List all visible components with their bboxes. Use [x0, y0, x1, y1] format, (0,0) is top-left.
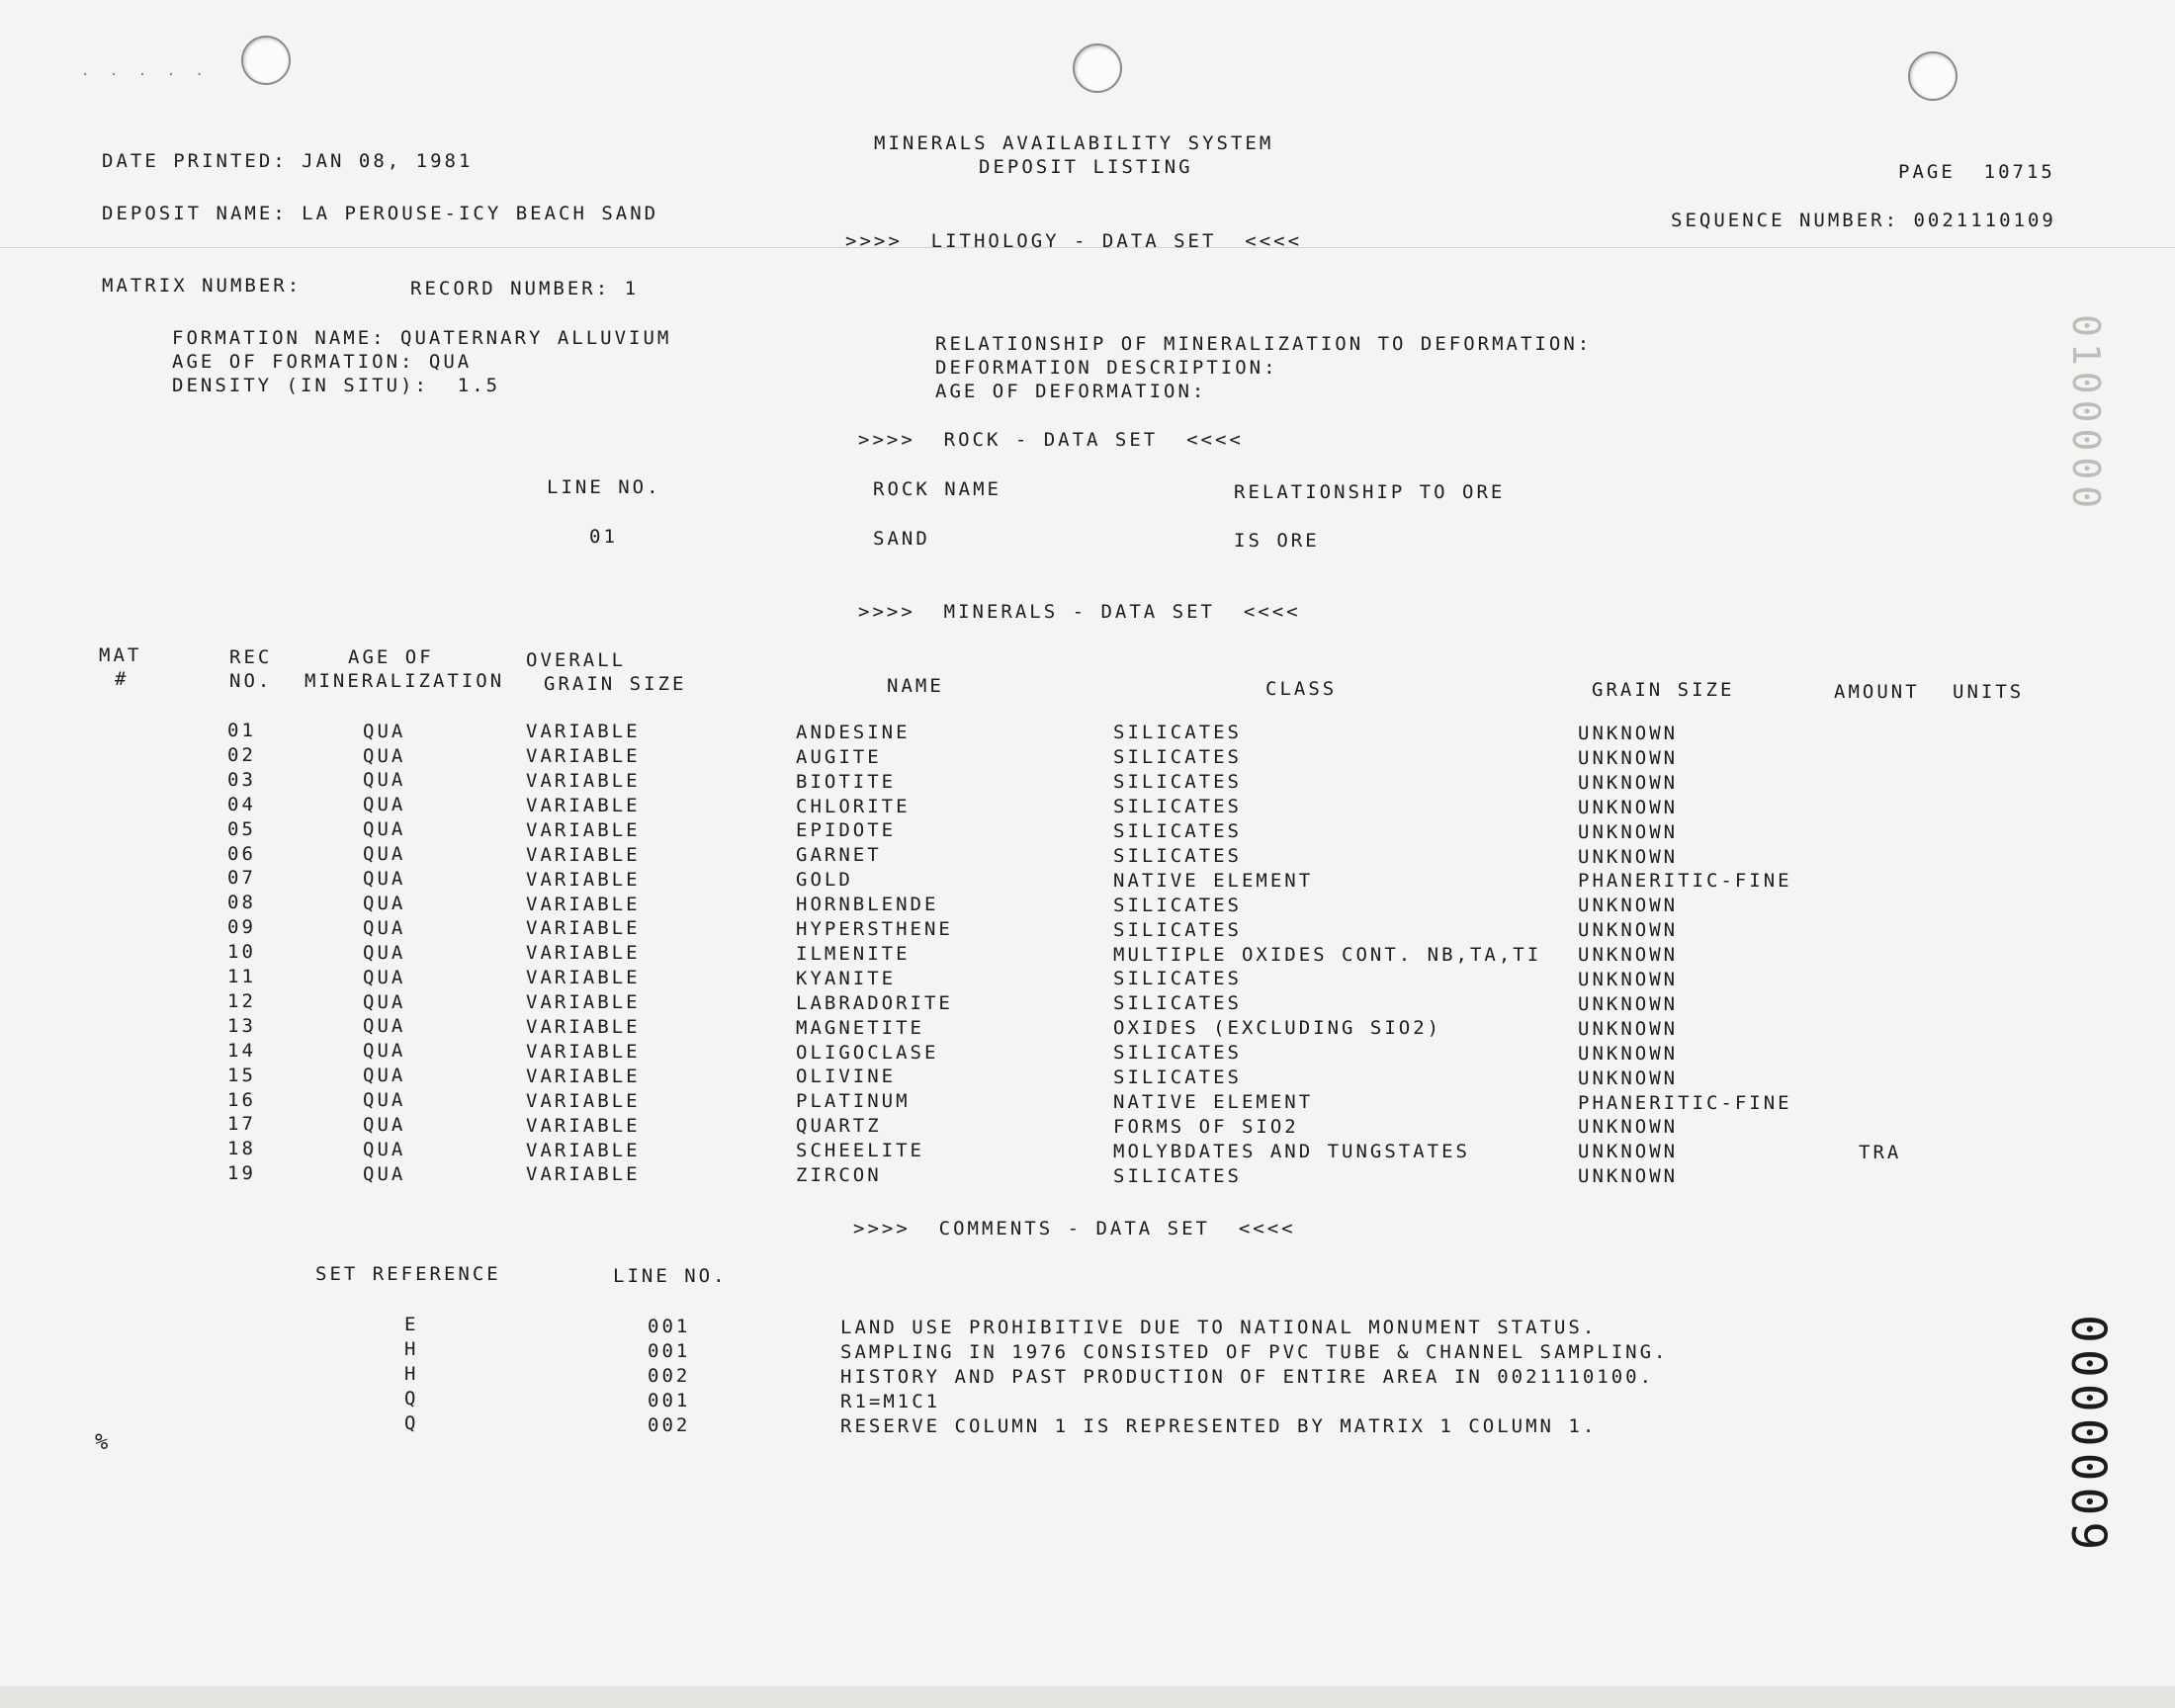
rec-no: 19: [227, 1162, 256, 1185]
grain-size: UNKNOWN: [1578, 1017, 1679, 1040]
grain-size: UNKNOWN: [1578, 1165, 1679, 1188]
grain-size: UNKNOWN: [1578, 969, 1679, 990]
overall-grain-size: VARIABLE: [526, 991, 641, 1014]
mineral-name: OLIVINE: [796, 1066, 897, 1088]
mineral-class: NATIVE ELEMENT: [1113, 1090, 1314, 1113]
amount: TRA: [1859, 1141, 1902, 1163]
mineral-class: SILICATES: [1113, 746, 1242, 769]
page-bottom-edge: [0, 1686, 2175, 1708]
mineral-class: SILICATES: [1113, 820, 1242, 842]
age-of-deformation: AGE OF DEFORMATION:: [935, 381, 1207, 402]
rec-no: 04: [227, 793, 256, 815]
col-grain-size: GRAIN SIZE: [1592, 679, 1735, 701]
matrix-number: MATRIX NUMBER:: [102, 275, 303, 297]
age-of-mineralization: QUA: [363, 818, 406, 841]
set-reference: H: [404, 1338, 419, 1360]
overall-grain-size: VARIABLE: [526, 1139, 641, 1161]
age-of-mineralization: QUA: [363, 1162, 406, 1185]
rec-no: 15: [227, 1064, 256, 1086]
rock-title: >>>> ROCK - DATA SET <<<<: [858, 429, 1244, 451]
rec-no: 12: [227, 989, 256, 1012]
age-of-mineralization: QUA: [363, 769, 406, 792]
comment-text: LAND USE PROHIBITIVE DUE TO NATIONAL MONUMENT STATUS.: [840, 1317, 1598, 1338]
rec-no: 01: [227, 720, 256, 741]
listing-title: DEPOSIT LISTING: [979, 156, 1193, 178]
grain-size: PHANERITIC-FINE: [1578, 870, 1792, 893]
rock-col-relationship: RELATIONSHIP TO ORE: [1234, 481, 1506, 503]
formation-name: FORMATION NAME: QUATERNARY ALLUVIUM: [172, 327, 672, 349]
page-number: PAGE 10715: [1898, 161, 2055, 183]
rec-no: 08: [227, 892, 256, 914]
mineral-name: ZIRCON: [796, 1164, 882, 1186]
overall-grain-size: VARIABLE: [526, 868, 641, 891]
comment-line-no: 001: [648, 1339, 691, 1362]
mineral-class: FORMS OF SIO2: [1113, 1115, 1299, 1138]
paper-specks: . . . . .: [81, 63, 210, 79]
mineral-name: BIOTITE: [796, 770, 897, 793]
comment-line-no: 002: [648, 1413, 691, 1436]
col-age-of: AGE OF: [348, 646, 434, 668]
mineral-class: SILICATES: [1113, 894, 1242, 916]
mineral-name: ANDESINE: [796, 721, 911, 743]
mineral-class: SILICATES: [1113, 796, 1242, 818]
mineral-class: SILICATES: [1113, 1067, 1242, 1088]
rec-no: 05: [227, 817, 256, 840]
mineral-name: SCHEELITE: [796, 1140, 924, 1162]
rec-no: 17: [227, 1113, 256, 1136]
overall-grain-size: VARIABLE: [526, 1163, 641, 1186]
grain-size: UNKNOWN: [1578, 895, 1679, 917]
comments-col-line-no: LINE NO.: [613, 1265, 728, 1287]
mineral-name: GARNET: [796, 844, 882, 867]
rock-col-line-no: LINE NO.: [547, 476, 661, 498]
overall-grain-size: VARIABLE: [526, 843, 641, 866]
rec-no: 11: [227, 966, 256, 987]
col-name: NAME: [887, 675, 944, 697]
record-number: RECORD NUMBER: 1: [410, 278, 640, 299]
age-of-mineralization: QUA: [363, 720, 406, 742]
overall-grain-size: VARIABLE: [526, 917, 641, 940]
overall-grain-size: VARIABLE: [526, 745, 641, 768]
col-amount: AMOUNT: [1834, 681, 1920, 703]
mineral-name: MAGNETITE: [796, 1016, 924, 1039]
mineral-name: GOLD: [796, 869, 853, 892]
percent-mark: %: [95, 1430, 112, 1455]
age-of-mineralization: QUA: [363, 794, 406, 816]
punch-hole-center: [1073, 43, 1122, 93]
mineral-class: MOLYBDATES AND TUNGSTATES: [1113, 1140, 1470, 1162]
rec-no: 14: [227, 1039, 256, 1062]
rec-no: 03: [227, 768, 256, 791]
comments-col-set-reference: SET REFERENCE: [315, 1263, 501, 1285]
comment-text: R1=M1C1: [840, 1391, 941, 1412]
overall-grain-size: VARIABLE: [526, 1114, 641, 1137]
system-title: MINERALS AVAILABILITY SYSTEM: [874, 132, 1274, 154]
col-overall: OVERALL: [526, 649, 627, 671]
overall-grain-size: VARIABLE: [526, 893, 641, 915]
age-of-mineralization: QUA: [363, 941, 406, 964]
comment-text: SAMPLING IN 1976 CONSISTED OF PVC TUBE & CHANNEL SAMPLING.: [840, 1341, 1669, 1363]
rec-no: 16: [227, 1088, 256, 1111]
lithology-title: >>>> LITHOLOGY - DATA SET <<<<: [845, 230, 1303, 252]
mineral-name: CHLORITE: [796, 795, 911, 817]
mineral-class: MULTIPLE OXIDES CONT. NB,TA,TI: [1113, 943, 1542, 966]
mineral-name: HORNBLENDE: [796, 894, 939, 916]
rock-name: SAND: [873, 528, 930, 550]
grain-size: UNKNOWN: [1578, 1067, 1679, 1089]
deposit-name: DEPOSIT NAME: LA PEROUSE-ICY BEACH SAND: [102, 203, 659, 224]
grain-size: UNKNOWN: [1578, 1116, 1679, 1139]
rec-no: 10: [227, 941, 256, 964]
set-reference: H: [404, 1363, 419, 1385]
mineral-class: SILICATES: [1113, 1164, 1242, 1187]
mineral-name: AUGITE: [796, 745, 882, 768]
col-rec-no: NO.: [229, 670, 273, 692]
age-of-formation: AGE OF FORMATION: QUA: [172, 351, 473, 373]
mineral-name: HYPERSTHENE: [796, 918, 953, 940]
mineral-name: QUARTZ: [796, 1115, 882, 1138]
age-of-mineralization: QUA: [363, 892, 406, 914]
rock-col-rock-name: ROCK NAME: [873, 478, 1001, 500]
grain-size: UNKNOWN: [1578, 1141, 1679, 1163]
set-reference: Q: [404, 1412, 419, 1434]
grain-size: UNKNOWN: [1578, 1042, 1679, 1065]
grain-size: PHANERITIC-FINE: [1578, 1091, 1792, 1114]
mineral-class: SILICATES: [1113, 1042, 1242, 1065]
relationship-to-deformation: RELATIONSHIP OF MINERALIZATION TO DEFORMATION:: [935, 333, 1593, 355]
col-mat-hash: #: [115, 668, 130, 690]
rock-line-no: 01: [589, 526, 618, 548]
rec-no: 09: [227, 916, 256, 939]
age-of-mineralization: QUA: [363, 744, 406, 767]
overall-grain-size: VARIABLE: [526, 967, 641, 989]
age-of-mineralization: QUA: [363, 916, 406, 939]
rec-no: 02: [227, 743, 256, 766]
comment-text: RESERVE COLUMN 1 IS REPRESENTED BY MATRIX 1 COLUMN 1.: [840, 1415, 1598, 1437]
overall-grain-size: VARIABLE: [526, 770, 641, 792]
grain-size: UNKNOWN: [1578, 820, 1679, 843]
mineral-name: KYANITE: [796, 967, 897, 989]
age-of-mineralization: QUA: [363, 868, 406, 890]
comment-line-no: 001: [648, 1315, 691, 1337]
faint-frame-number: 0100000: [2064, 314, 2108, 515]
set-reference: Q: [404, 1388, 419, 1409]
grain-size: UNKNOWN: [1578, 919, 1679, 942]
grain-size: UNKNOWN: [1578, 796, 1679, 818]
age-of-mineralization: QUA: [363, 1040, 406, 1063]
age-of-mineralization: QUA: [363, 1114, 406, 1136]
overall-grain-size: VARIABLE: [526, 942, 641, 965]
overall-grain-size: VARIABLE: [526, 1089, 641, 1112]
comment-text: HISTORY AND PAST PRODUCTION OF ENTIRE AREA IN 0021110100.: [840, 1366, 1655, 1388]
overall-grain-size: VARIABLE: [526, 818, 641, 841]
comment-line-no: 001: [648, 1389, 691, 1411]
grain-size: UNKNOWN: [1578, 771, 1679, 794]
mineral-name: EPIDOTE: [796, 819, 897, 842]
col-class: CLASS: [1265, 678, 1338, 700]
grain-size: UNKNOWN: [1578, 723, 1679, 744]
mineral-class: SILICATES: [1113, 992, 1242, 1015]
grain-size: UNKNOWN: [1578, 746, 1679, 769]
mineral-class: OXIDES (EXCLUDING SIO2): [1113, 1017, 1442, 1040]
age-of-mineralization: QUA: [363, 1138, 406, 1160]
sequence-number: SEQUENCE NUMBER: 0021110109: [1671, 210, 2056, 231]
grain-size: UNKNOWN: [1578, 944, 1679, 967]
age-of-mineralization: QUA: [363, 1015, 406, 1038]
grain-size: UNKNOWN: [1578, 845, 1679, 868]
age-of-mineralization: QUA: [363, 1089, 406, 1112]
rec-no: 13: [227, 1014, 256, 1037]
col-rec: REC: [229, 646, 273, 668]
mineral-name: OLIGOCLASE: [796, 1041, 939, 1064]
mineral-class: SILICATES: [1113, 844, 1242, 867]
overall-grain-size: VARIABLE: [526, 721, 641, 743]
punch-hole-right: [1908, 51, 1958, 101]
grain-size: UNKNOWN: [1578, 992, 1679, 1015]
col-overall-grain-size: GRAIN SIZE: [544, 673, 687, 695]
rec-no: 06: [227, 842, 256, 865]
age-of-mineralization: QUA: [363, 843, 406, 866]
mineral-class: SILICATES: [1113, 771, 1242, 794]
punch-hole-left: [241, 36, 291, 85]
col-units: UNITS: [1953, 681, 2025, 703]
overall-grain-size: VARIABLE: [526, 1065, 641, 1087]
rec-no: 18: [227, 1138, 256, 1160]
mineral-class: SILICATES: [1113, 968, 1242, 990]
age-of-mineralization: QUA: [363, 966, 406, 988]
mineral-class: SILICATES: [1113, 918, 1242, 941]
comment-line-no: 002: [648, 1364, 691, 1387]
comments-title: >>>> COMMENTS - DATA SET <<<<: [853, 1218, 1296, 1239]
overall-grain-size: VARIABLE: [526, 1040, 641, 1063]
col-mineralization: MINERALIZATION: [304, 670, 505, 692]
age-of-mineralization: QUA: [363, 1065, 406, 1087]
mineral-name: LABRADORITE: [796, 991, 953, 1014]
rock-relationship: IS ORE: [1234, 530, 1320, 552]
rec-no: 07: [227, 867, 256, 890]
frame-number: 0000009: [2060, 1315, 2116, 1557]
minerals-title: >>>> MINERALS - DATA SET <<<<: [858, 601, 1301, 623]
set-reference: E: [404, 1314, 419, 1335]
age-of-mineralization: QUA: [363, 990, 406, 1013]
col-mat: MAT: [99, 644, 142, 666]
mineral-class: NATIVE ELEMENT: [1113, 869, 1314, 892]
overall-grain-size: VARIABLE: [526, 1016, 641, 1038]
date-printed: DATE PRINTED: JAN 08, 1981: [102, 150, 474, 172]
density: DENSITY (IN SITU): 1.5: [172, 375, 501, 396]
deformation-description: DEFORMATION DESCRIPTION:: [935, 357, 1278, 379]
mineral-name: ILMENITE: [796, 942, 911, 965]
mineral-name: PLATINUM: [796, 1090, 911, 1113]
overall-grain-size: VARIABLE: [526, 794, 641, 816]
mineral-class: SILICATES: [1113, 722, 1242, 744]
